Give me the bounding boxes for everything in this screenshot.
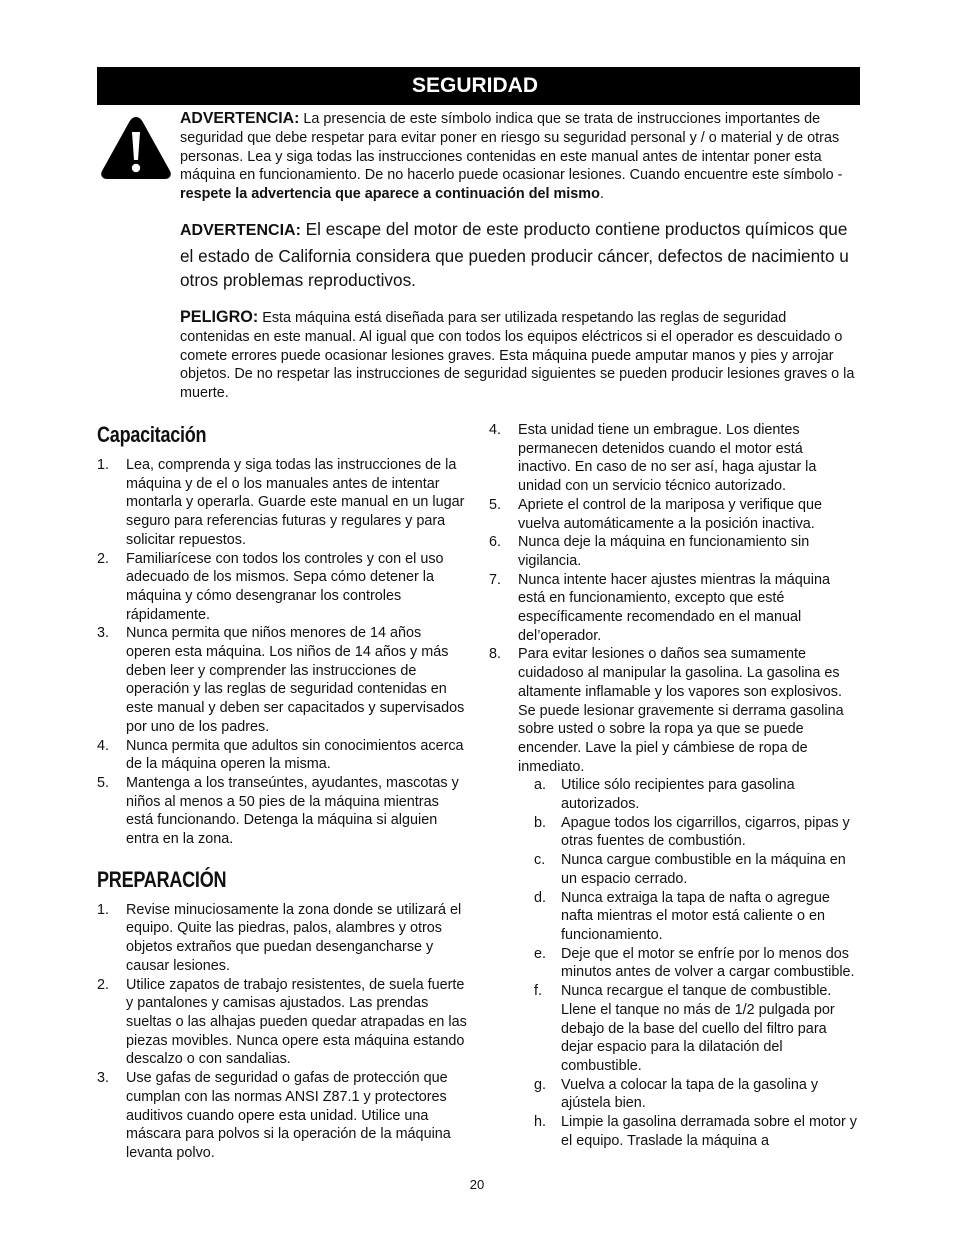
item-number: 1. xyxy=(97,457,110,473)
warning-paragraph xyxy=(180,110,856,204)
sub-item-letter: e. xyxy=(534,945,547,962)
capacitacion-heading: Capacitación xyxy=(97,422,207,447)
california-warning-paragraph xyxy=(180,217,856,293)
right-column xyxy=(489,421,859,1150)
preparacion-list xyxy=(97,901,467,1163)
warning-triangle-icon xyxy=(99,115,173,181)
section-title: SEGURIDAD xyxy=(412,74,539,97)
list-item xyxy=(489,496,859,533)
item-number: 6. xyxy=(489,534,502,551)
sub-list-item xyxy=(489,851,859,888)
preparacion-heading: PREPARACIÓN xyxy=(97,866,227,892)
item-number: 3. xyxy=(97,1070,110,1087)
list-item xyxy=(97,976,467,1070)
sub-item-letter: h. xyxy=(534,1114,547,1131)
item-text: Nunca deje la máquina en funcionamiento sin vigilancia. xyxy=(518,534,810,569)
warning-text: La presencia de este símbolo indica que se trata de instrucciones importantes de seguridad que debe respetar para evitar poner en riesgo su seguridad personal y / o material y de otras personas. Lea y siga todas las instrucciones contenidas en este manual antes de intentar poner esta máquina en funcionamiento. De no hacerlo puede ocasionar lesiones. Cuando encuentre este símbolo - xyxy=(180,111,843,184)
list-item xyxy=(489,571,859,646)
sub-item-letter: a. xyxy=(534,777,547,794)
item-number: 5. xyxy=(489,496,502,513)
item-number: 4. xyxy=(489,422,502,438)
warning-end: . xyxy=(599,186,604,203)
item-text: Nunca permita que niños menores de 14 años operen esta máquina. Los niños de 14 años y más deben leer y comprender las instrucciones de operación y las reglas de seguridad contenidas en este manual y deben ser capacitados y supervisados por uno de los padres. xyxy=(126,625,465,735)
list-item xyxy=(97,774,467,849)
page-number: 20 xyxy=(469,1177,485,1192)
section-header-seguridad xyxy=(97,67,860,105)
list-item xyxy=(97,456,467,550)
sub-list-item xyxy=(489,945,859,982)
danger-text: Esta máquina está diseñada para ser utilizada respetando las reglas de seguridad contenidas en este manual. Al igual que con todos los equipos eléctricos si el operador es descuidado o comete errores puede ocasionar lesiones graves. Esta máquina puede amputar manos y pies y arrojar objetos. De no respetar las instrucciones de seguridad siguientes se pueden producir lesiones graves o la muerte. xyxy=(180,310,855,402)
sub-item-letter: g. xyxy=(534,1076,547,1093)
sub-item-letter: c. xyxy=(534,852,546,869)
item-text: Nunca intente hacer ajustes mientras la máquina está en funcionamiento, excepto que esté específicamente recomendado en el manual del’operador. xyxy=(518,571,830,644)
list-item xyxy=(97,624,467,736)
capacitacion-list xyxy=(97,456,467,849)
item-text: Lea, comprenda y siga todas las instrucciones de la máquina y de el o los manuales antes de intentar montarla y operarla. Guarde este manual en un lugar seguro para referencias futuras y regulares y para solicitar repuestos. xyxy=(126,457,465,548)
sub-item-text: Utilice sólo recipientes para gasolina autorizados. xyxy=(561,777,795,813)
danger-label: PELIGRO: xyxy=(180,308,259,326)
item-text: Familiarícese con todos los controles y con el uso adecuado de los mismos. Sepa cómo detener la máquina y cómo desengranar los controles rápidamente. xyxy=(126,550,444,623)
sub-item-text: Nunca cargue combustible en la máquina en un espacio cerrado. xyxy=(561,852,846,887)
sub-list-item xyxy=(489,814,859,851)
list-item xyxy=(489,533,859,570)
item-number: 5. xyxy=(97,774,110,791)
list-item xyxy=(489,421,859,496)
item-number: 7. xyxy=(489,571,502,588)
list-item xyxy=(97,550,467,625)
sub-item-letter: f. xyxy=(534,983,542,1000)
warning-label: ADVERTENCIA: xyxy=(180,110,300,127)
list-item xyxy=(489,645,859,776)
sub-item-letter: d. xyxy=(534,889,547,906)
item-text: Use gafas de seguridad o gafas de protección que cumplan con las normas ANSI Z87.1 y protectores auditivos cuando opere esta unidad. Utilice una máscara para polvos si la operación de la máquina levanta polvo. xyxy=(126,1070,451,1161)
sub-item-text: Deje que el motor se enfríe por lo menos dos minutos antes de volver a cargar combustible. xyxy=(561,945,855,981)
item-text: Mantenga a los transeúntes, ayudantes, mascotas y niños al menos a 50 pies de la máquina mientras está funcionando. Detenga la máquina si alguien entra en la zona. xyxy=(126,774,459,848)
sub-list-item xyxy=(489,982,859,1076)
sub-item-letter: b. xyxy=(534,814,547,831)
sub-list-item xyxy=(489,1113,859,1150)
danger-paragraph xyxy=(180,308,856,403)
list-item xyxy=(97,737,467,774)
item-text: Para evitar lesiones o daños sea sumamente cuidadoso al manipular la gasolina. La gasolina es altamente inflamable y los vapores son explosivos. Se puede lesionar gravemente si derrama gasolina sobre usted o sobre la ropa ya que se puede encender. Lave la piel y cámbiese de ropa de inmediato. xyxy=(518,646,844,775)
item-text: Nunca permita que adultos sin conocimientos acerca de la máquina operen la misma. xyxy=(126,737,464,773)
item-number: 8. xyxy=(489,646,502,663)
list-item xyxy=(97,901,467,976)
item-number: 1. xyxy=(97,901,110,918)
left-column xyxy=(97,418,467,1163)
sub-item-text: Limpie la gasolina derramada sobre el motor y el equipo. Traslade la máquina a xyxy=(561,1114,857,1149)
sub-item-text: Nunca extraiga la tapa de nafta o agregue nafta mientras el motor está caliente o en funcionamiento. xyxy=(561,889,830,943)
item-text: Utilice zapatos de trabajo resistentes, de suela fuerte y pantalones y camisas ajustados. Las prendas sueltas o las alhajas pueden quedar atrapadas en las piezas movibles. Nunca opere esta máquina estando descalzo o con sandalias. xyxy=(126,976,467,1068)
sub-list-item xyxy=(489,889,859,945)
sub-list-item xyxy=(489,776,859,813)
item-number: 2. xyxy=(97,976,110,993)
item-text: Apriete el control de la mariposa y verifique que vuelva automáticamente a la posición inactiva. xyxy=(518,496,822,532)
warning-emphasis: respete la advertencia que aparece a continuación del mismo xyxy=(180,186,600,203)
list-item xyxy=(97,1069,467,1163)
sub-item-text: Nunca recargue el tanque de combustible. Llene el tanque no más de 1/2 pulgada por debajo de la base del cuello del filtro para dejar espacio para la dilatación del combustible. xyxy=(561,983,835,1074)
item-number: 3. xyxy=(97,625,110,642)
item-text: Esta unidad tiene un embrague. Los dientes permanecen detenidos cuando el motor está inactivo. En caso de no ser así, haga ajustar la unidad con un servicio técnico autorizado. xyxy=(518,422,817,495)
item-text: Revise minuciosamente la zona donde se utilizará el equipo. Quite las piedras, palos, alambres y otros objetos extraños que puedan desengancharse y causar lesiones. xyxy=(126,901,462,974)
item-number: 4. xyxy=(97,737,110,754)
sub-item-text: Vuelva a colocar la tapa de la gasolina y ajústela bien. xyxy=(561,1076,819,1112)
california-warning-text: El escape del motor de este producto contiene productos químicos que el estado de California considera que pueden producir cáncer, defectos de nacimiento u otros problemas reproductivos. xyxy=(180,219,849,290)
sub-item-text: Apague todos los cigarrillos, cigarros, pipas y otras fuentes de combustión. xyxy=(561,814,850,850)
california-warning-label: ADVERTENCIA: xyxy=(180,222,301,239)
item-number: 2. xyxy=(97,550,110,567)
sub-list-item xyxy=(489,1076,859,1113)
